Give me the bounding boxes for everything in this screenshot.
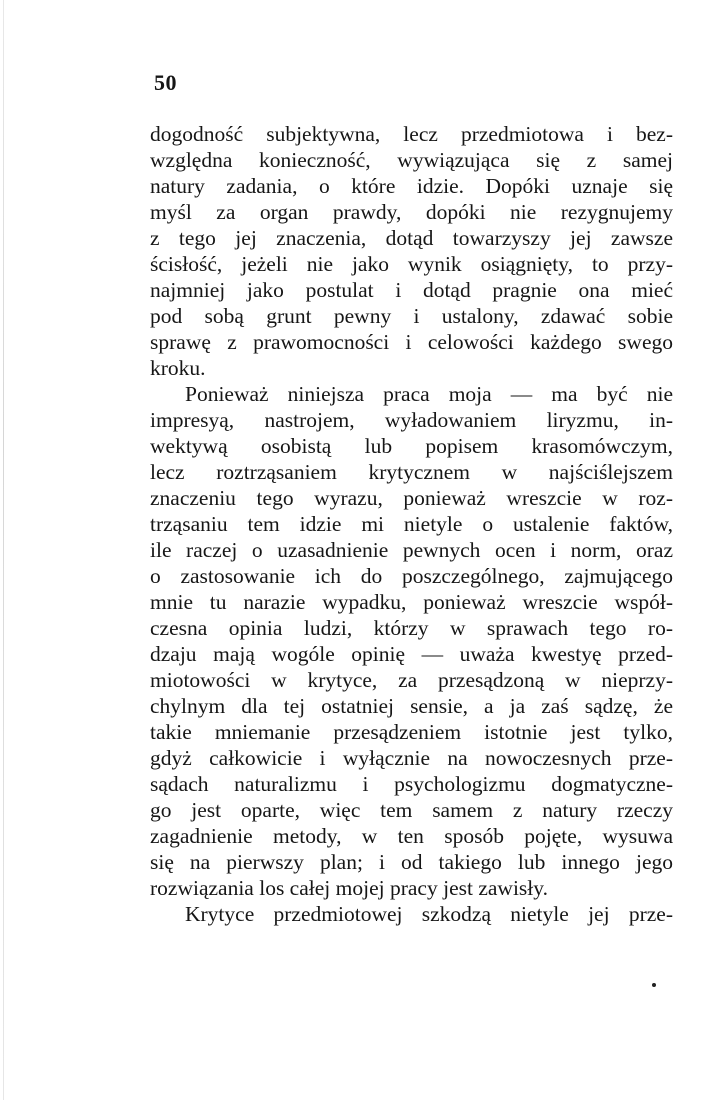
page-edge — [3, 0, 4, 1100]
text-line: takie mniemanie przesądzeniem istotnie jest tylko, — [150, 720, 673, 744]
text-line: kroku. — [150, 356, 206, 380]
text-line: chylnym dla tej ostatniej sensie, a ja zaś sądzę, że — [150, 694, 673, 718]
text-line: miotowości w krytyce, za przesądzoną w nieprzy- — [150, 668, 673, 692]
text-line: trząsaniu tem idzie mi nietyle o ustalenie faktów, — [150, 512, 673, 536]
text-line: sprawę z prawomocności i celowości każdego swego — [150, 330, 673, 354]
text-line: natury zadania, o które idzie. Dopóki uznaje się — [150, 174, 673, 198]
text-line: dogodność subjektywna, lecz przedmiotowa i bez- — [150, 122, 673, 146]
text-line: dzaju mają wogóle opinię — uważa kwestyę przed- — [150, 642, 673, 666]
text-line: najmniej jako postulat i dotąd pragnie ona mieć — [150, 278, 673, 302]
text-line: sądach naturalizmu i psychologizmu dogmatyczne- — [150, 772, 673, 796]
page-number: 50 — [154, 70, 177, 95]
ink-speck — [652, 983, 656, 987]
text-line: o zastosowanie ich do poszczególnego, zajmującego — [150, 564, 673, 588]
text-line: pod sobą grunt pewny i ustalony, zdawać sobie — [150, 304, 673, 328]
text-line: gdyż całkowicie i wyłącznie na nowoczesnych prze- — [150, 746, 673, 770]
text-line: rozwiązania los całej mojej pracy jest zawisły. — [150, 876, 548, 900]
text-line: wektywą osobistą lub popisem krasomówczym, — [150, 434, 673, 458]
text-line: czesna opinia ludzi, którzy w sprawach tego ro- — [150, 616, 673, 640]
text-line: znaczeniu tego wyrazu, ponieważ wreszcie w roz- — [150, 486, 673, 510]
text-line: zagadnienie metody, w ten sposób pojęte, wysuwa — [150, 824, 673, 848]
text-line: ścisłość, jeżeli nie jako wynik osiągnięty, to przy- — [150, 252, 673, 276]
paragraph-first-line: Ponieważ niniejsza praca moja — ma być nie — [185, 382, 673, 406]
text-line: myśl za organ prawdy, dopóki nie rezygnujemy — [150, 200, 673, 224]
text-line: go jest oparte, więc tem samem z natury rzeczy — [150, 798, 673, 822]
text-line: z tego jej znaczenia, dotąd towarzyszy jej zawsze — [150, 226, 673, 250]
text-line: się na pierwszy plan; i od takiego lub innego jego — [150, 850, 673, 874]
text-line: względna konieczność, wywiązująca się z samej — [150, 148, 673, 172]
text-line: impresyą, nastrojem, wyładowaniem liryzmu, in- — [150, 408, 673, 432]
text-line: ile raczej o uzasadnienie pewnych ocen i norm, oraz — [150, 538, 673, 562]
text-line: lecz roztrząsaniem krytycznem w najściślejszem — [150, 460, 673, 484]
body-text — [150, 121, 673, 927]
text-line: mnie tu narazie wypadku, ponieważ wreszcie współ- — [150, 590, 673, 614]
paragraph-first-line: Krytyce przedmiotowej szkodzą nietyle jej prze- — [185, 902, 673, 926]
